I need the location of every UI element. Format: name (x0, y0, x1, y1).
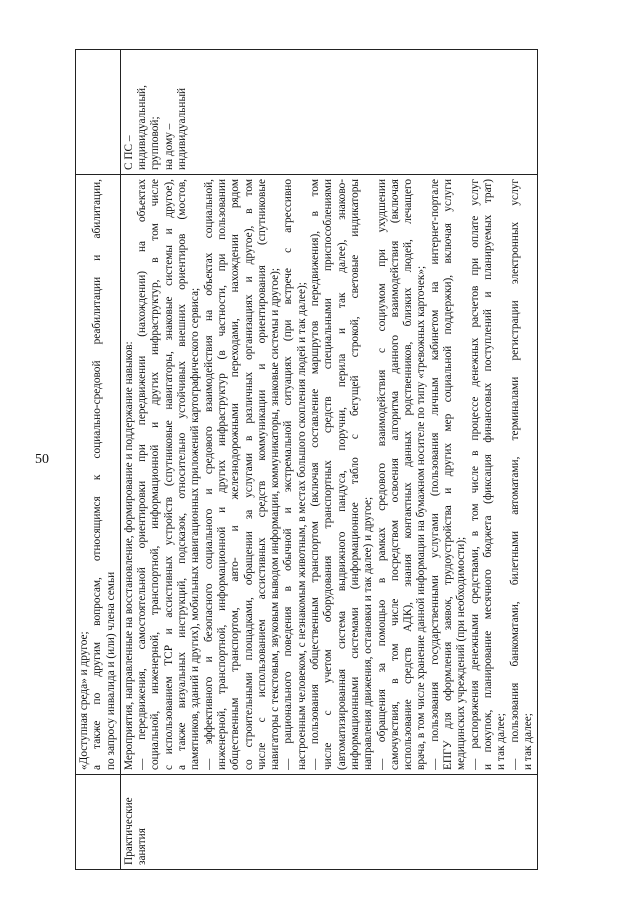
text-line: со строительными площадками, обращении за услугами в различных организациях и другое), в том (242, 179, 255, 770)
text-line: и так далее; (521, 713, 534, 770)
text-line: а также по другим вопросам, относящимся к социально-средовой реабилитации и абилитации, (91, 179, 104, 770)
text-line: числе с использованием ассистивных средств коммуникации и ориентирования (спутниковые (255, 179, 268, 770)
table-row-main (120, 50, 537, 870)
text-line: с использованием ТСР и ассистивных устройств (спутниковые навигаторы, знаковые системы и другое), (162, 179, 175, 770)
text-line: — эффективного и безопасного социального и средового взаимодействия на объектах социальной, (202, 179, 215, 770)
text-line: инженерной, транспортной, информационной и других инфраструктур (в частности, при пользовании (215, 179, 228, 770)
text-line: и так далее; (495, 713, 508, 770)
cell-title: Практические занятия (120, 775, 537, 870)
text-line: С ПС – (122, 135, 135, 170)
text-line: направления движения, остановки и так далее) и другое; (362, 496, 375, 770)
text-line: «Доступная среда» и другое; (78, 631, 90, 770)
text-line: социальной, инженерной, транспортной, информационной и других инфраструктур, в том числе (149, 179, 162, 770)
text-line: — пользования банкоматами, билетными автоматами, терминалами регистрации электронных услуг (508, 179, 521, 770)
text-line: медицинских учреждений (при необходимости); (455, 536, 468, 770)
text-line: ЕПГУ для оформления заявок, трудоустройства и других мер социальной поддержки), включая услуги (442, 179, 455, 770)
text-line: — пользования государственными услугами (пользования личным кабинетом на интернет-портале (428, 179, 441, 770)
text-line: использование средств АДК), знания контактных данных родственников, близких людей, лечащего (402, 179, 415, 770)
text-line: — рационального поведения в обычной и экстремальной ситуациях (при встрече с агрессивно (282, 179, 295, 770)
text-line: информационными системами (информационное табло с бегущей строкой, световые индикаторы (348, 179, 361, 770)
text-line: групповой; (149, 116, 162, 170)
text-line: (автоматизированная система выдвижного пандуса, поручни, перила и так далее), знаково- (335, 179, 348, 770)
text-line: на дому – (162, 123, 175, 170)
text-line: памятников, зданий и других), мобильных навигационных приложений картографического сервиса; (189, 287, 202, 770)
cell-empty-top-left (76, 775, 121, 870)
text-line: числе с учетом оборудования транспортных средств специальными приспособлениями (322, 179, 335, 770)
text-line: самочувствия, в том числе посредством освоения алгоритма данного взаимодействия (включая (388, 179, 401, 770)
text-line: настроенным человеком, с незнакомым животным, в местах большого скопления людей и так далее); (295, 282, 308, 770)
page-number: 50 (35, 452, 49, 467)
text-line: по запросу инвалида и (или) члена семьи (104, 571, 117, 770)
text-line: индивидуальный, (136, 85, 149, 170)
document-table-rotated (75, 50, 565, 870)
cell-empty-top-right (76, 50, 121, 175)
cell-top-content (76, 175, 121, 775)
cell-main-content (120, 175, 537, 775)
text-line: и покупок, планирование месячного бюджета (фиксация финансовых поступлений и планируемых трат) (481, 179, 494, 770)
text-line: а также визуальных инструкций, подсказок, относительно устойчивых внешних ориентиров (мостов, (176, 179, 189, 770)
text-line: — пользования общественным транспортом (включая составление маршрутов передвижения), в том (309, 179, 322, 770)
text-line: общественным транспортом, авто- и железнодорожными переходами, нахождении рядом (229, 179, 242, 770)
text-line: — обращения за помощью в рамках средового взаимодействия с социумом при ухудшении (375, 179, 388, 770)
text-line: индивидуальный (176, 87, 189, 170)
text-line: навигаторы с текстовым, звуковым выводом информации, коммуникаторы, знаковые системы и другое); (269, 267, 282, 770)
text-line: Мероприятия, направленные на восстановление, формирование и поддержание навыков: (122, 341, 135, 770)
document-table (75, 49, 538, 870)
text-line: — распоряжения денежными средствами, в том числе в процессе денежных расчетов при оплате услуг (468, 179, 481, 770)
text-line: — передвижения, самостоятельной ориентировки при передвижении (нахождении) на объектах (136, 179, 149, 770)
table-row-top (76, 50, 121, 870)
text-line: врача, в том числе хранение данной информации на бумажном носителе по типу «тревожных карточек»; (415, 265, 428, 770)
cell-format (120, 50, 537, 175)
